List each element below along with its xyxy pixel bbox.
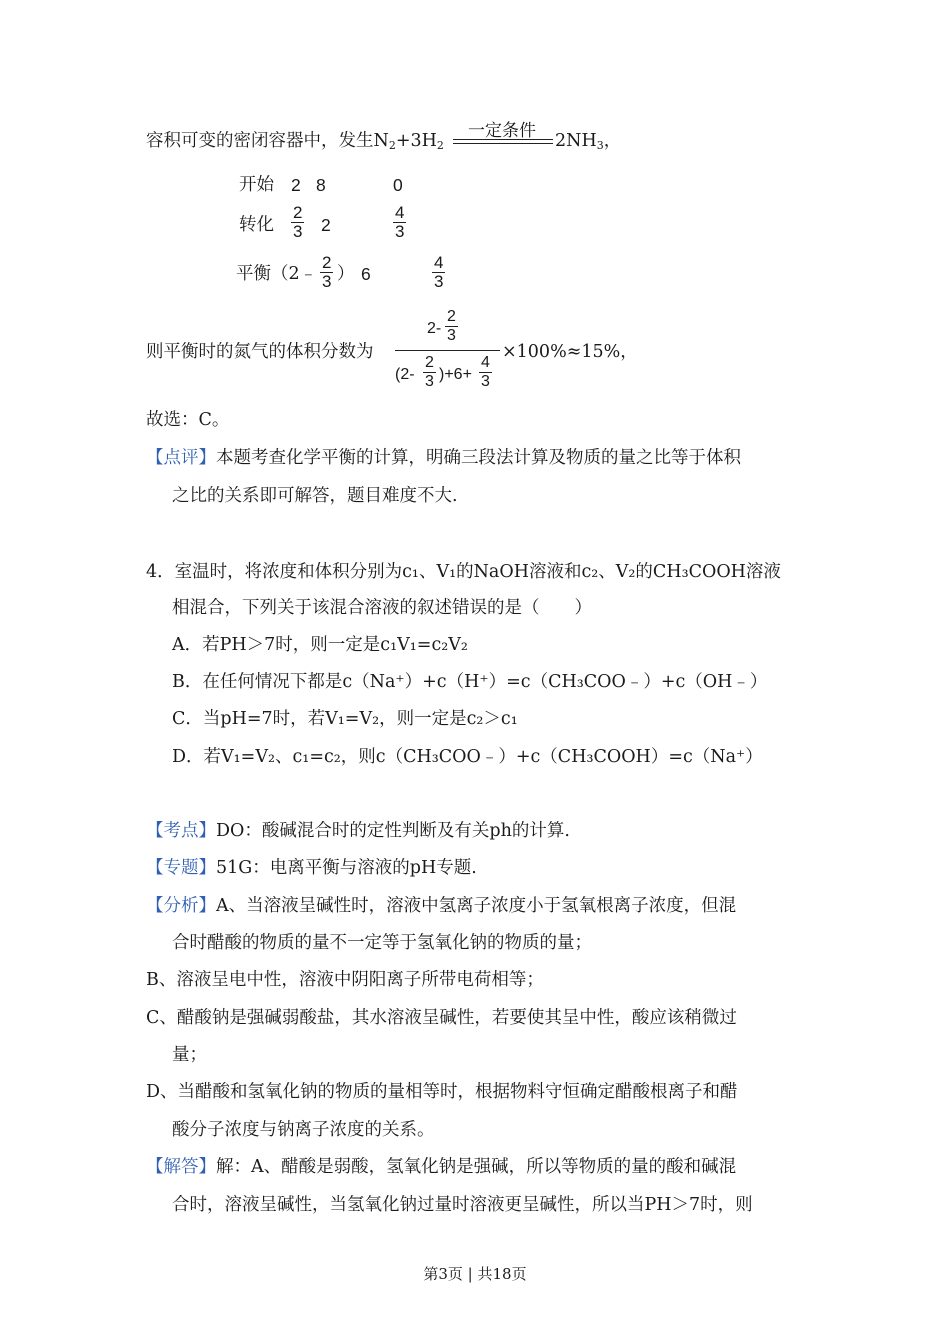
kaodian-tag: 【考点】 — [146, 821, 216, 841]
equil-a-num: 2 — [322, 253, 332, 272]
fenxi-tag: 【分析】 — [146, 896, 216, 916]
nh3-subscript: 3 — [596, 139, 604, 152]
jieda-line1 — [146, 1155, 736, 1179]
equil-b: 6 — [361, 264, 371, 284]
change-label: 转化 — [239, 215, 274, 235]
reaction-mid: +3H — [395, 131, 437, 151]
change-a-fraction — [291, 204, 304, 241]
start-a: 2 — [291, 175, 301, 195]
equilibrium-double-line — [453, 139, 553, 144]
fenxi-line7: 酸分子浓度与钠离子浓度的关系。 — [172, 1120, 435, 1140]
fenxi-line2: 合时醋酸的物质的量不一定等于氢氧化钠的物质的量； — [172, 933, 592, 953]
comment-line1 — [146, 446, 741, 470]
row-start — [239, 173, 274, 197]
volume-fraction-text: 则平衡时的氮气的体积分数为 — [146, 342, 374, 362]
fenxi-line1 — [146, 894, 736, 918]
vf-denominator — [395, 351, 500, 399]
vf-num-prefix: 2- — [427, 320, 442, 337]
vf-num-frac-num: 2 — [447, 308, 456, 325]
jieda-tag: 【解答】 — [146, 1157, 216, 1177]
vf-den-frac2-num: 4 — [481, 354, 490, 371]
jieda-text1: 解：A、醋酸是弱酸，氢氧化钠是强碱，所以等物质的量的酸和碱混 — [216, 1157, 737, 1177]
vf-den-frac1-den: 3 — [425, 373, 434, 390]
reaction-line — [146, 129, 444, 158]
change-a-num: 2 — [293, 203, 303, 222]
reaction-prefix: 容积可变的密闭容器中，发生N — [146, 131, 389, 151]
change-c-fraction — [393, 204, 406, 241]
equil-label: 平衡（2﹣ — [236, 264, 318, 284]
vf-den-frac1-num: 2 — [425, 354, 434, 371]
zhuanti-line — [146, 856, 477, 880]
n2-subscript: 2 — [388, 139, 396, 152]
equil-c-fraction — [432, 254, 445, 291]
reaction-suffix: ， — [603, 131, 622, 151]
start-b: 8 — [316, 175, 326, 195]
comment-line2: 之比的关系即可解答，题目难度不大. — [172, 486, 458, 506]
vf-num-frac — [445, 308, 458, 345]
comment-text1: 本题考查化学平衡的计算，明确三段法计算及物质的量之比等于体积 — [216, 448, 741, 468]
equil-c-num: 4 — [434, 253, 444, 272]
zhuanti-tag: 【专题】 — [146, 858, 216, 878]
reaction-condition: 一定条件 — [468, 121, 536, 141]
start-c: 0 — [393, 175, 403, 195]
change-c-den: 3 — [395, 222, 405, 241]
change-a-den: 3 — [293, 222, 303, 241]
equil-close: ） — [337, 264, 355, 284]
fenxi-line4: C、醋酸钠是强碱弱酸盐，其水溶液呈碱性，若要使其呈中性，酸应该稍微过 — [146, 1008, 737, 1028]
zhuanti-text: 51G：电离平衡与溶液的pH专题. — [216, 858, 477, 878]
equil-c-den: 3 — [434, 272, 444, 291]
equil-a-den: 3 — [322, 272, 332, 291]
equil-a-fraction — [320, 254, 333, 291]
choice-line: 故选：C。 — [146, 410, 230, 430]
fenxi-line5: 量； — [172, 1045, 207, 1065]
kaodian-text: DO：酸碱混合时的定性判断及有关ph的计算. — [216, 821, 570, 841]
kaodian-line — [146, 819, 570, 843]
fenxi-text1: A、当溶液呈碱性时，溶液中氢离子浓度小于氢氧根离子浓度，但混 — [216, 896, 737, 916]
volume-fraction-result: ×100%≈15%， — [502, 342, 638, 362]
page-footer: 第3页 | 共18页 — [423, 1265, 527, 1283]
q4-line2: 相混合，下列关于该混合溶液的叙述错误的是（ ） — [172, 598, 592, 618]
vf-den-b: )+6+ — [439, 366, 472, 383]
jieda-line2: 合时，溶液呈碱性，当氢氧化钠过量时溶液更呈碱性，所以当PH＞7时，则 — [172, 1195, 753, 1215]
q4-option-a: A．若PH＞7时，则一定是c₁V₁=c₂V₂ — [172, 635, 468, 655]
q4-option-b: B．在任何情况下都是c（Na⁺）+c（H⁺）=c（CH₃COO﹣）+c（OH﹣） — [172, 672, 768, 692]
q4-option-d: D．若V₁=V₂、c₁=c₂，则c（CH₃COO﹣）+c（CH₃COOH）=c（Na⁺） — [172, 747, 763, 767]
start-label: 开始 — [239, 175, 274, 195]
q4-line1: 4．室温时，将浓度和体积分别为c₁、V₁的NaOH溶液和c₂、V₂的CH₃COOH溶液 — [146, 562, 781, 582]
comment-tag: 【点评】 — [146, 448, 216, 468]
product-nh3: 2NH — [555, 131, 597, 151]
h2-subscript: 2 — [436, 139, 444, 152]
vf-den-frac2 — [479, 354, 492, 391]
reaction-product — [555, 129, 621, 158]
change-c-num: 4 — [395, 203, 405, 222]
change-b: 2 — [321, 215, 331, 235]
q4-option-c: C．当pH=7时，若V₁=V₂，则一定是c₂＞c₁ — [172, 709, 518, 729]
fenxi-line6: D、当醋酸和氢氧化钠的物质的量相等时，根据物料守恒确定醋酸根离子和醋 — [146, 1082, 738, 1102]
vf-numerator — [395, 308, 500, 350]
vf-den-frac2-den: 3 — [481, 373, 490, 390]
vf-num-frac-den: 3 — [447, 327, 456, 344]
vf-den-frac1 — [423, 354, 436, 391]
volume-fraction-expression — [395, 308, 500, 399]
fenxi-line3: B、溶液呈电中性，溶液中阴阳离子所带电荷相等； — [146, 970, 544, 990]
vf-den-a: (2- — [395, 366, 415, 383]
